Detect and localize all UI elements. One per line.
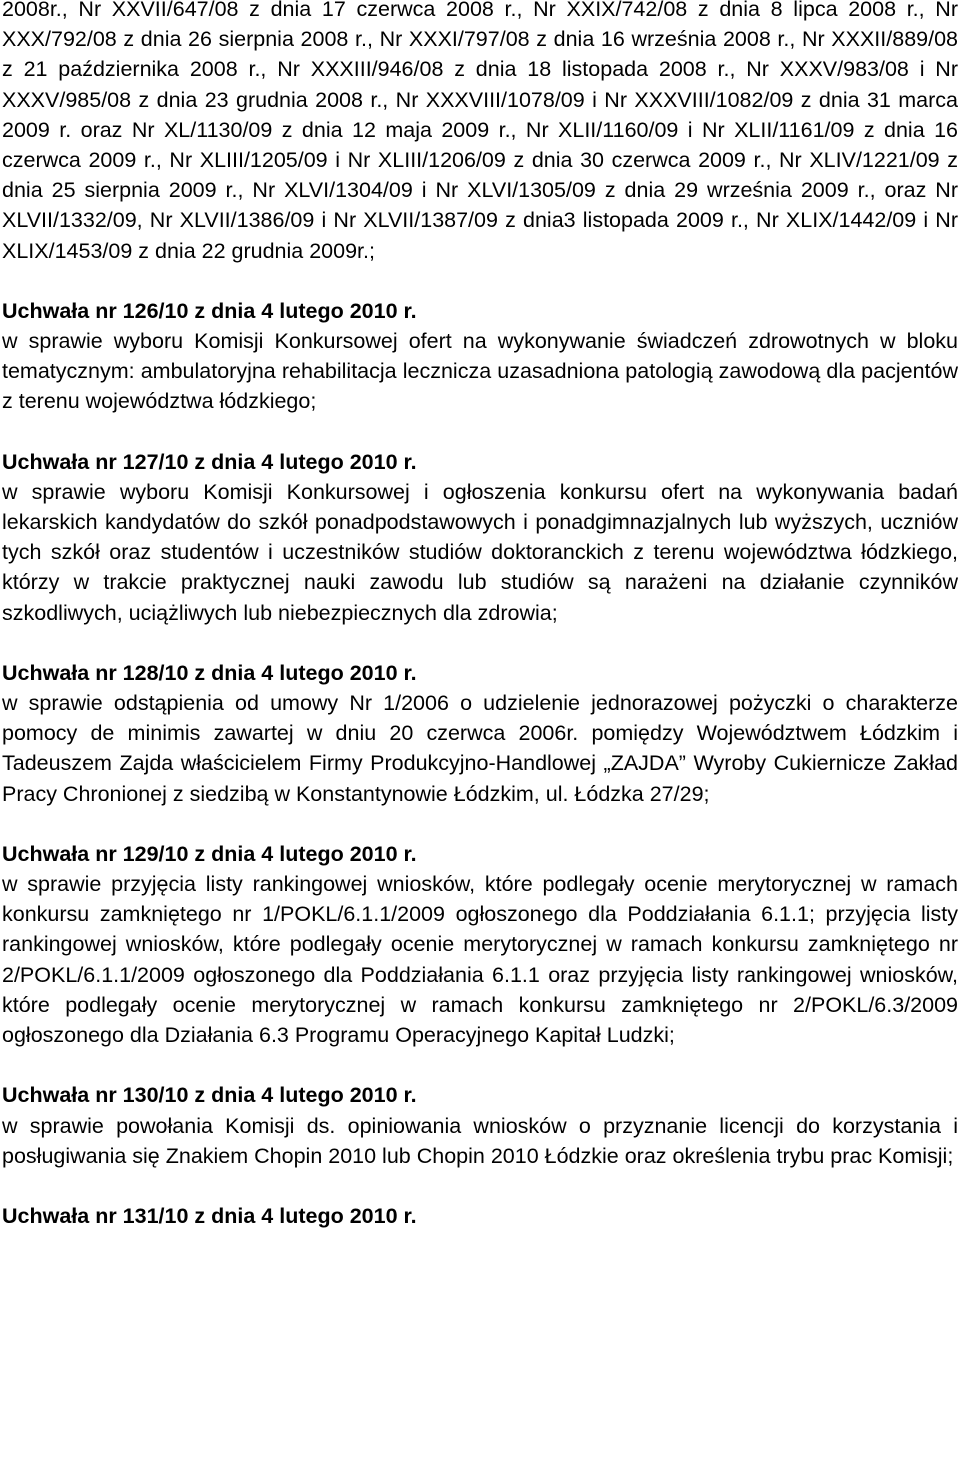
resolution-section-130 xyxy=(2,1080,958,1171)
resolution-heading: Uchwała nr 127/10 z dnia 4 lutego 2010 r. xyxy=(2,449,417,474)
resolution-heading: Uchwała nr 130/10 z dnia 4 lutego 2010 r. xyxy=(2,1083,417,1108)
resolution-heading: Uchwała nr 126/10 z dnia 4 lutego 2010 r. xyxy=(2,298,417,323)
resolution-heading: Uchwała nr 128/10 z dnia 4 lutego 2010 r. xyxy=(2,660,417,685)
resolution-body: w sprawie wyboru Komisji Konkursowej i ogłoszenia konkursu ofert na wykonywania badań lekarskich kandydatów do szkół ponadpodstawowych i ponadgimnazjalnych lub wyższych, uczniów tych szkół oraz studentów i uczestników studiów doktoranckich z terenu województwa łódzkiego, którzy w trakcie praktycznej nauki zawodu lub studiów są narażeni na działanie czynników szkodliwych, uciążliwych lub niebezpiecznych dla zdrowia; xyxy=(2,479,958,625)
resolution-section-131 xyxy=(2,1201,958,1231)
resolution-heading: Uchwała nr 131/10 z dnia 4 lutego 2010 r. xyxy=(2,1203,417,1228)
resolution-body: w sprawie odstąpienia od umowy Nr 1/2006 o udzielenie jednorazowej pożyczki o charakterze pomocy de minimis zawartej w dniu 20 czerwca 2006r. pomiędzy Województwem Łódzkim i Tadeuszem Zajda właścicielem Firmy Produkcyjno-Handlowej „ZAJDA” Wyroby Cukiernicze Zakład Pracy Chronionej z siedzibą w Konstantynowie Łódzkim, ul. Łódzka 27/29; xyxy=(2,691,958,806)
resolution-section-129 xyxy=(2,839,958,1050)
resolution-section-128 xyxy=(2,658,958,809)
resolution-section-127 xyxy=(2,447,958,628)
resolution-body: w sprawie przyjęcia listy rankingowej wniosków, które podlegały ocenie merytorycznej w ramach konkursu zamkniętego nr 1/POKL/6.1.1/2009 ogłoszonego dla Poddziałania 6.1.1; przyjęcia listy rankingowej wniosków, które podlegały ocenie merytorycznej w ramach konkursu zamkniętego nr 2/POKL/6.1.1/2009 ogłoszonego dla Poddziałania 6.1.1 oraz przyjęcia listy rankingowej wniosków, które podlegały ocenie merytorycznej w ramach konkursu zamkniętego nr 2/POKL/6.3/2009 ogłoszonego dla Działania 6.3 Programu Operacyjnego Kapitał Ludzki; xyxy=(2,872,958,1048)
resolution-body: w sprawie powołania Komisji ds. opiniowania wniosków o przyznanie licencji do korzystania i posługiwania się Znakiem Chopin 2010 lub Chopin 2010 Łódzkie oraz określenia trybu prac Komisji; xyxy=(2,1113,958,1168)
lead-paragraph: 2008r., Nr XXVII/647/08 z dnia 17 czerwca 2008 r., Nr XXIX/742/08 z dnia 8 lipca 2008 r., Nr XXX/792/08 z dnia 26 sierpnia 2008 r., Nr XXXI/797/08 z dnia 16 września 2008 r., Nr XXXII/889/08 z 21 października 2008 r., Nr XXXIII/946/08 z dnia 18 listopada 2008 r., Nr XXXV/983/08 i Nr XXXV/985/08 z dnia 23 grudnia 2008 r., Nr XXXVIII/1078/09 i Nr XXXVIII/1082/09 z dnia 31 marca 2009 r. oraz Nr XL/1130/09 z dnia 12 maja 2009 r., Nr XLII/1160/09 i Nr XLII/1161/09 z dnia 16 czerwca 2009 r., Nr XLIII/1205/09 i Nr XLIII/1206/09 z dnia 30 czerwca 2009 r., Nr XLIV/1221/09 z dnia 25 sierpnia 2009 r., Nr XLVI/1304/09 i Nr XLVI/1305/09 z dnia 29 września 2009 r., oraz Nr XLVII/1332/09, Nr XLVII/1386/09 i Nr XLVII/1387/09 z dnia3 listopada 2009 r., Nr XLIX/1442/09 i Nr XLIX/1453/09 z dnia 22 grudnia 2009r.; xyxy=(2,0,958,263)
resolution-section-126 xyxy=(2,296,958,417)
resolution-body: w sprawie wyboru Komisji Konkursowej ofert na wykonywanie świadczeń zdrowotnych w bloku tematycznym: ambulatoryjna rehabilitacja lecznicza uzasadniona patologią zawodową dla pacjentów z terenu województwa łódzkiego; xyxy=(2,329,958,414)
resolution-heading: Uchwała nr 129/10 z dnia 4 lutego 2010 r. xyxy=(2,841,417,866)
